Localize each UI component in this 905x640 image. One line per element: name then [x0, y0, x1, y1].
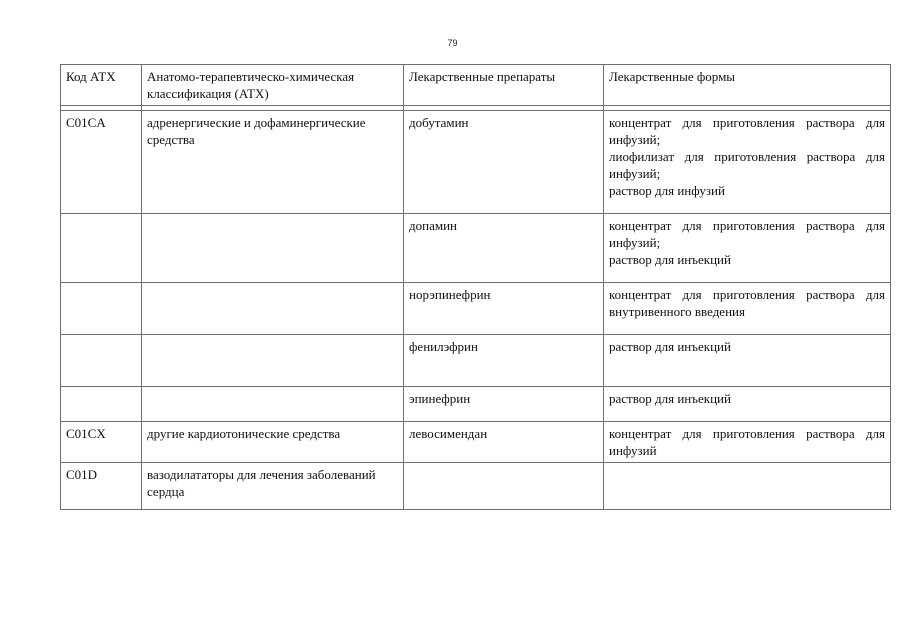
header-atc-code: Код АТХ	[61, 65, 142, 106]
cell-atc-code	[61, 283, 142, 335]
dosage-form-line: концентрат для приготовления раствора для внутривенного введения	[609, 287, 885, 319]
cell-dosage-forms	[604, 387, 891, 422]
header-dosage-forms: Лекарственные формы	[604, 65, 891, 106]
table-header-row	[61, 65, 891, 106]
dosage-form-line: раствор для инъекций	[609, 391, 731, 406]
table-row	[61, 214, 891, 283]
table-row	[61, 387, 891, 422]
dosage-form-line: раствор для инфузий	[609, 183, 725, 198]
cell-dosage-forms	[604, 111, 891, 214]
table-row	[61, 335, 891, 387]
cell-dosage-forms	[604, 335, 891, 387]
dosage-form-line: концентрат для приготовления раствора для инфузий;	[609, 218, 885, 250]
cell-classification	[142, 214, 404, 283]
cell-atc-code: C01CA	[61, 111, 142, 214]
cell-dosage-forms	[604, 422, 891, 463]
cell-drug: эпинефрин	[404, 387, 604, 422]
cell-atc-code: C01D	[61, 463, 142, 510]
cell-drug: фенилэфрин	[404, 335, 604, 387]
header-atc-classification: Анатомо-терапевтическо-химическая классификация (АТХ)	[142, 65, 404, 106]
cell-dosage-forms	[604, 463, 891, 510]
cell-atc-code	[61, 214, 142, 283]
dosage-form-line: концентрат для приготовления раствора для инфузий	[609, 426, 885, 458]
cell-drug: допамин	[404, 214, 604, 283]
cell-atc-code	[61, 335, 142, 387]
cell-dosage-forms	[604, 214, 891, 283]
atc-drug-table	[60, 64, 891, 510]
page-number: 79	[447, 38, 458, 48]
table-row	[61, 463, 891, 510]
header-drugs: Лекарственные препараты	[404, 65, 604, 106]
cell-atc-code	[61, 387, 142, 422]
cell-classification: адренергические и дофаминергические средства	[142, 111, 404, 214]
cell-drug: левосимендан	[404, 422, 604, 463]
cell-classification: другие кардиотонические средства	[142, 422, 404, 463]
table-row	[61, 283, 891, 335]
cell-classification	[142, 283, 404, 335]
cell-classification	[142, 387, 404, 422]
table-row	[61, 111, 891, 214]
cell-atc-code: C01CX	[61, 422, 142, 463]
cell-drug: норэпинефрин	[404, 283, 604, 335]
dosage-form-line: концентрат для приготовления раствора для инфузий;	[609, 115, 885, 147]
cell-drug	[404, 463, 604, 510]
cell-dosage-forms	[604, 283, 891, 335]
cell-classification	[142, 335, 404, 387]
dosage-form-line: раствор для инъекций	[609, 339, 731, 354]
cell-classification: вазодилататоры для лечения заболеваний сердца	[142, 463, 404, 510]
cell-drug: добутамин	[404, 111, 604, 214]
table-row	[61, 422, 891, 463]
dosage-form-line: лиофилизат для приготовления раствора для инфузий;	[609, 149, 885, 181]
dosage-form-line: раствор для инъекций	[609, 252, 731, 267]
